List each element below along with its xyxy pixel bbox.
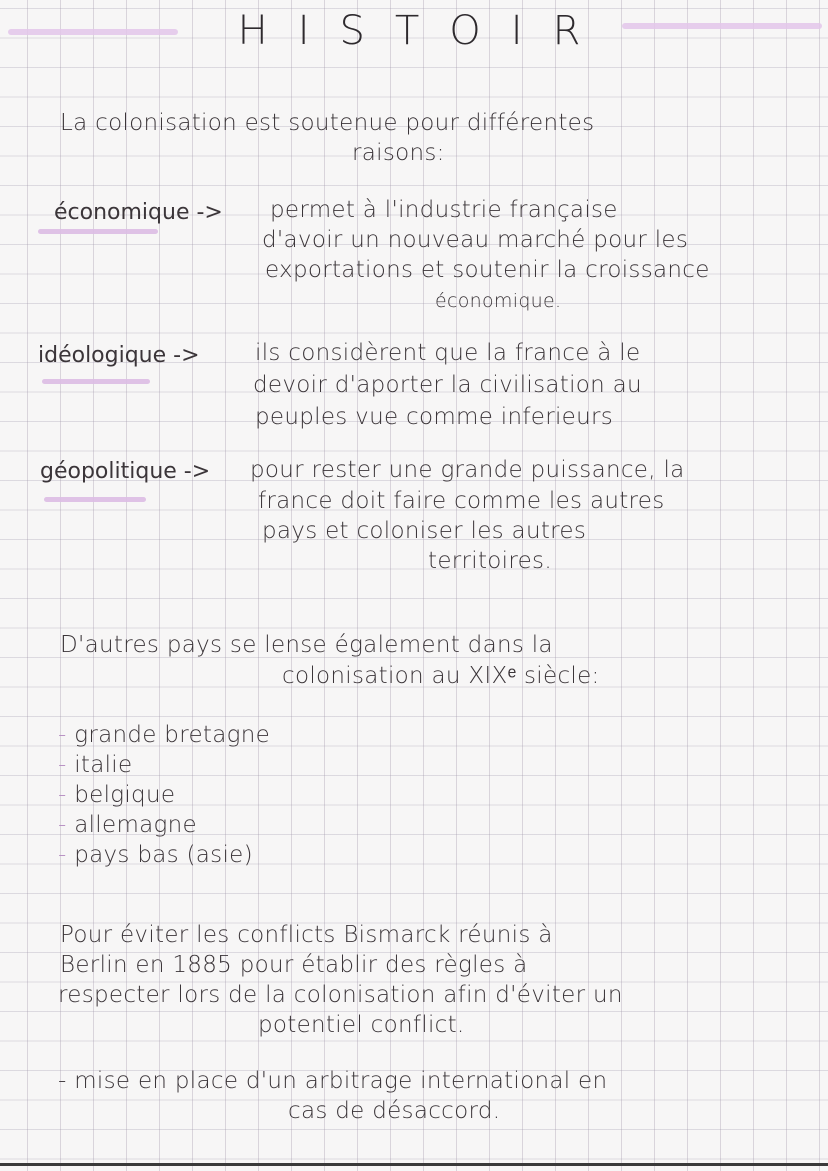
reason-ideologique-line-2: devoir d'aporter la civilisation au bbox=[253, 372, 642, 398]
reason-label-ideologique: idéologique -> bbox=[38, 343, 200, 368]
berlin-line-2: Berlin en 1885 pour établir des règles à bbox=[60, 952, 528, 978]
bullet-dash: - bbox=[58, 842, 75, 868]
country-item bbox=[58, 812, 197, 838]
reason-economique-line-1: permet à l'industrie française bbox=[270, 197, 618, 223]
berlin-line-4: potentiel conflict. bbox=[258, 1012, 465, 1038]
country-name: pays bas (asie) bbox=[74, 842, 253, 868]
country-name: belgique bbox=[74, 782, 176, 808]
reason-economique-line-3: exportations et soutenir la croissance bbox=[265, 257, 710, 283]
berlin-line-3: respecter lors de la colonisation afin d'éviter un bbox=[58, 982, 623, 1008]
country-item bbox=[58, 782, 175, 808]
bullet-dash: - bbox=[58, 782, 75, 808]
others-line-2: colonisation au XIXᵉ siècle: bbox=[282, 663, 600, 689]
label-highlight bbox=[38, 229, 158, 234]
page-bottom-edge bbox=[0, 1163, 828, 1166]
measure-line-2: cas de désaccord. bbox=[288, 1098, 501, 1124]
bullet-dash: - bbox=[58, 812, 75, 838]
country-item bbox=[58, 842, 253, 868]
reason-economique-line-4: économique. bbox=[435, 290, 562, 312]
country-name: allemagne bbox=[74, 812, 197, 838]
reason-label-geopolitique: géopolitique -> bbox=[40, 459, 211, 484]
intro-line-1: La colonisation est soutenue pour différentes bbox=[60, 110, 595, 136]
reason-geopolitique-line-2: france doit faire comme les autres bbox=[258, 488, 665, 514]
reason-ideologique-line-1: ils considèrent que la france à le bbox=[255, 340, 641, 366]
reason-economique-line-2: d'avoir un nouveau marché pour les bbox=[262, 227, 689, 253]
berlin-line-1: Pour éviter les conflicts Bismarck réunis à bbox=[60, 922, 553, 948]
country-item bbox=[58, 722, 270, 748]
reason-label-economique: économique -> bbox=[54, 200, 223, 225]
label-highlight bbox=[44, 497, 146, 502]
reason-geopolitique-line-1: pour rester une grande puissance, la bbox=[250, 457, 685, 483]
country-item bbox=[58, 752, 132, 778]
page-title: HISTOIR bbox=[237, 8, 611, 54]
reason-geopolitique-line-3: pays et coloniser les autres bbox=[262, 518, 587, 544]
measure-line-1: - mise en place d'un arbitrage international en bbox=[58, 1068, 608, 1094]
reason-ideologique-line-3: peuples vue comme inferieurs bbox=[255, 404, 614, 430]
bullet-dash: - bbox=[58, 722, 75, 748]
bullet-dash: - bbox=[58, 752, 75, 778]
reason-geopolitique-line-4: territoires. bbox=[428, 548, 552, 574]
label-highlight bbox=[42, 379, 150, 384]
intro-line-2: raisons: bbox=[352, 140, 445, 166]
others-line-1: D'autres pays se lense également dans la bbox=[60, 632, 553, 658]
country-name: grande bretagne bbox=[74, 722, 271, 748]
country-name: italie bbox=[74, 752, 133, 778]
